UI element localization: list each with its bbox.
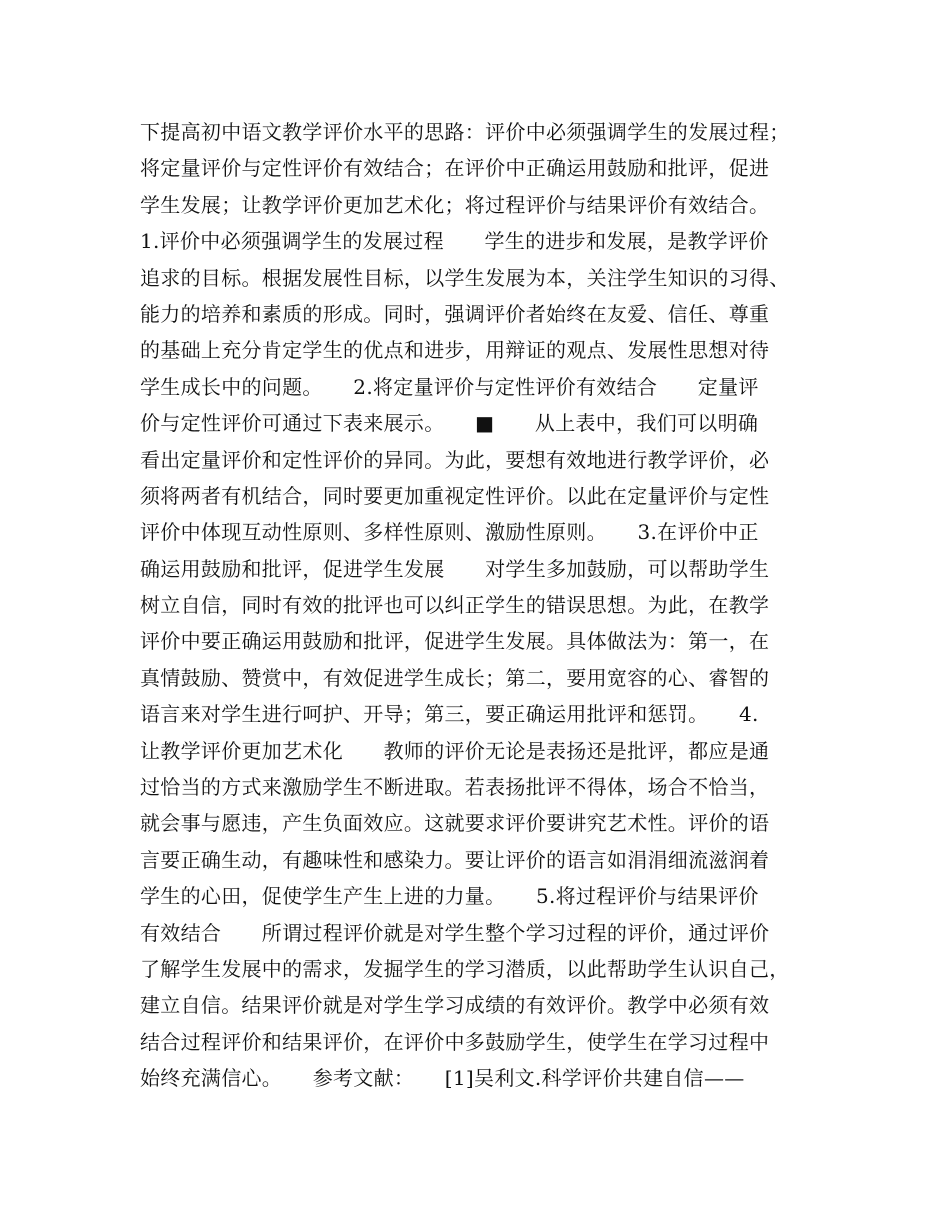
text-line: 始终充满信心。 参考文献： [1]吴利文.科学评价共建自信—— [140,1066,745,1091]
text-line: 就会事与愿违，产生负面效应。这就要求评价要讲究艺术性。评价的语 [140,811,770,836]
text-line: 的基础上充分肯定学生的优点和进步，用辩证的观点、发展性思想对待 [140,338,770,363]
text-line: 1.评价中必须强调学生的发展过程 学生的进步和发展，是教学评价 [140,229,769,254]
text-line: 有效结合 所谓过程评价就是对学生整个学习过程的评价，通过评价 [140,920,770,945]
text-line: 让教学评价更加艺术化 教师的评价无论是表扬还是批评，都应是通 [140,738,770,763]
text-line: 将定量评价与定性评价有效结合；在评价中正确运用鼓励和批评，促进 [140,156,770,181]
text-line: 语言来对学生进行呵护、开导；第三，要正确运用批评和惩罚。 4. [140,702,759,727]
text-line: 能力的培养和素质的形成。同时，强调评价者始终在友爱、信任、尊重 [140,301,770,326]
text-line: 过恰当的方式来激励学生不断进取。若表扬批评不得体，场合不恰当， [140,775,770,800]
text-line: 结合过程评价和结果评价，在评价中多鼓励学生，使学生在学习过程中 [140,1029,770,1054]
text-line: 价与定性评价可通过下表来展示。 ■ 从上表中，我们可以明确 [140,411,759,436]
text-line: 学生成长中的问题。 2.将定量评价与定性评价有效结合 定量评 [140,374,759,399]
body-text [140,114,830,1097]
text-line: 建立自信。结果评价就是对学生学习成绩的有效评价。教学中必须有效 [140,993,770,1018]
text-line: 确运用鼓励和批评，促进学生发展 对学生多加鼓励，可以帮助学生 [140,556,770,581]
text-line: 追求的目标。根据发展性目标，以学生发展为本，关注学生知识的习得、 [140,265,790,290]
text-line: 评价中体现互动性原则、多样性原则、激励性原则。 3.在评价中正 [140,520,759,545]
text-line: 下提高初中语文教学评价水平的思路：评价中必须强调学生的发展过程； [140,120,790,144]
text-line: 评价中要正确运用鼓励和批评，促进学生发展。具体做法为：第一，在 [140,629,770,654]
text-line: 言要正确生动，有趣味性和感染力。要让评价的语言如涓涓细流滋润着 [140,847,770,872]
text-line: 须将两者有机结合，同时要更加重视定性评价。以此在定量评价与定性 [140,483,770,508]
text-line: 真情鼓励、赞赏中，有效促进学生成长；第二，要用宽容的心、睿智的 [140,665,770,690]
text-line: 学生的心田，促使学生产生上进的力量。 5.将过程评价与结果评价 [140,884,759,909]
text-line: 看出定量评价和定性评价的异同。为此，要想有效地进行教学评价，必 [140,447,770,472]
text-line: 了解学生发展中的需求，发掘学生的学习潜质，以此帮助学生认识自己， [140,956,790,981]
text-line: 树立自信，同时有效的批评也可以纠正学生的错误思想。为此，在教学 [140,593,770,618]
text-line: 学生发展；让教学评价更加艺术化；将过程评价与结果评价有效结合。 [140,192,770,217]
